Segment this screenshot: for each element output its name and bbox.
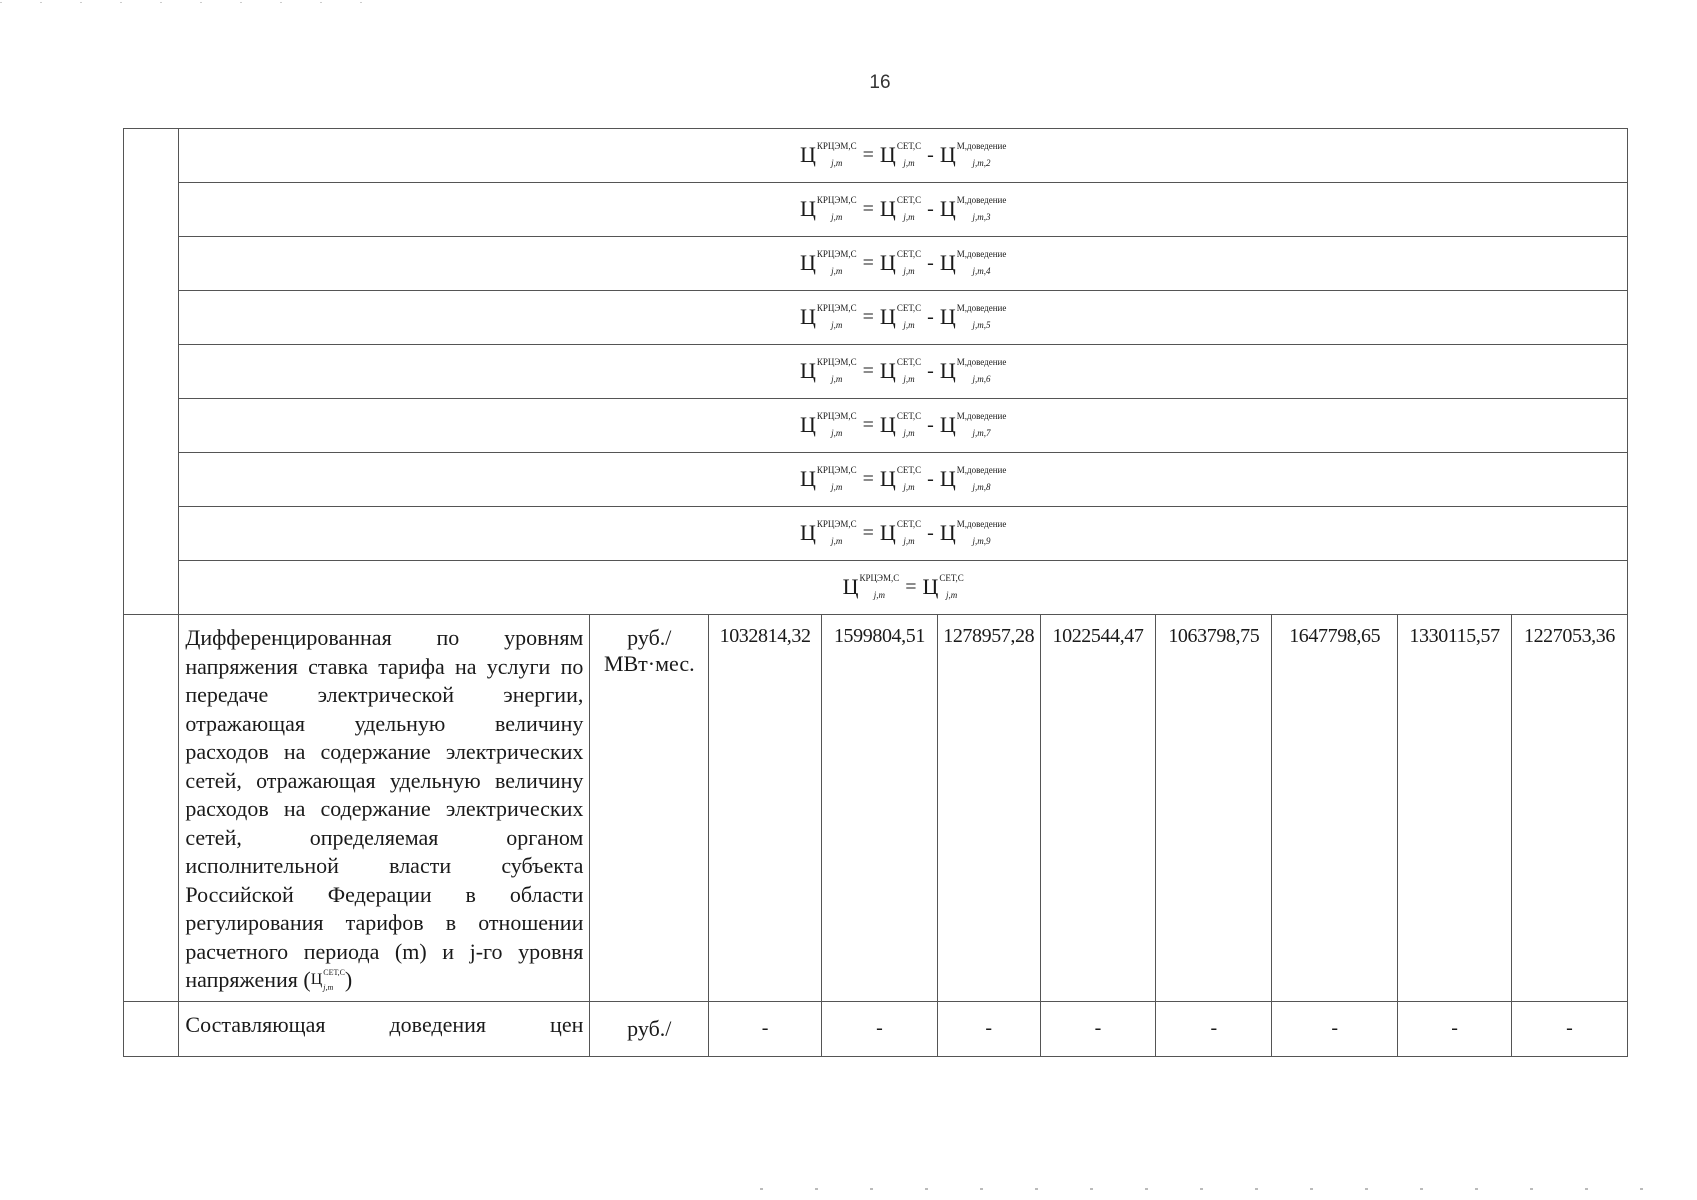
- formula-cell: [179, 453, 1628, 507]
- formula-lhs: Ц КРЦЭМ,С j,m: [800, 141, 857, 168]
- formula: Ц КРЦЭМ,С j,m = Ц СЕТ,С j,m - Ц М,доведение j,m,6: [800, 357, 1007, 384]
- scan-artifact-bottom: [760, 1188, 1680, 1190]
- tariff-table: [123, 128, 1628, 1057]
- formula-lhs: Ц КРЦЭМ,С j,m: [800, 195, 857, 222]
- formula-adjustment: Ц М,доведение j,m,2: [939, 141, 1007, 168]
- formula-rhs: Ц СЕТ,С j,m: [879, 411, 922, 438]
- value-cell: -: [1511, 1001, 1627, 1056]
- index-cell: [124, 345, 179, 399]
- unit-cell: руб./ МВт·мес.: [590, 615, 709, 1002]
- formula-row: [124, 507, 1628, 561]
- index-cell: [124, 129, 179, 183]
- value-cell: 1330115,57: [1398, 615, 1512, 1002]
- description-cell: [179, 615, 590, 1002]
- formula: Ц КРЦЭМ,С j,m = Ц СЕТ,С j,m - Ц М,доведение j,m,5: [800, 303, 1007, 330]
- formula-adjustment: Ц М,доведение j,m,5: [939, 303, 1007, 330]
- formula-adjustment: Ц М,доведение j,m,6: [939, 357, 1007, 384]
- formula-cell: [179, 561, 1628, 615]
- formula-cell: [179, 291, 1628, 345]
- formula: Ц КРЦЭМ,С j,m = Ц СЕТ,С j,m - Ц М,доведение j,m,3: [800, 195, 1007, 222]
- formula-rhs: Ц СЕТ,С j,m: [879, 195, 922, 222]
- formula-lhs: Ц КРЦЭМ,С j,m: [800, 411, 857, 438]
- value-cell: 1278957,28: [937, 615, 1040, 1002]
- formula-base: Ц КРЦЭМ,С j,m = Ц СЕТ,С j,m: [842, 573, 964, 600]
- formula: Ц КРЦЭМ,С j,m = Ц СЕТ,С j,m - Ц М,доведение j,m,4: [800, 249, 1007, 276]
- formula-rhs: Ц СЕТ,С j,m: [879, 357, 922, 384]
- value-cell: 1599804,51: [822, 615, 938, 1002]
- formula-cell: [179, 183, 1628, 237]
- value-cell: -: [1272, 1001, 1398, 1056]
- formula-adjustment: Ц М,доведение j,m,4: [939, 249, 1007, 276]
- formula-row: [124, 237, 1628, 291]
- formula-rhs: Ц СЕТ,С j,m: [879, 303, 922, 330]
- formula-cell: [179, 399, 1628, 453]
- formula-adjustment: Ц М,доведение j,m,8: [939, 465, 1007, 492]
- formula-rhs: Ц СЕТ,С j,m: [879, 141, 922, 168]
- formula-lhs: Ц КРЦЭМ,С j,m: [800, 249, 857, 276]
- index-cell: [124, 453, 179, 507]
- page-number: 16: [869, 72, 891, 93]
- value-cell: -: [1156, 1001, 1272, 1056]
- formula: Ц КРЦЭМ,С j,m = Ц СЕТ,С j,m - Ц М,доведение j,m,8: [800, 465, 1007, 492]
- value-cell: 1647798,65: [1272, 615, 1398, 1002]
- index-cell: [124, 291, 179, 345]
- formula-row: [124, 453, 1628, 507]
- formula-adjustment: Ц М,доведение j,m,9: [939, 519, 1007, 546]
- formula-row: [124, 399, 1628, 453]
- table-row-price-component: [124, 1001, 1628, 1056]
- formula-adjustment: Ц М,доведение j,m,3: [939, 195, 1007, 222]
- index-cell: [124, 237, 179, 291]
- index-cell: [124, 399, 179, 453]
- formula-rows: [124, 129, 1628, 561]
- formula-cell: [179, 507, 1628, 561]
- formula-lhs: Ц КРЦЭМ,С j,m: [800, 303, 857, 330]
- formula-rhs: Ц СЕТ,С j,m: [879, 249, 922, 276]
- formula-cell: [179, 237, 1628, 291]
- formula-cell: [179, 129, 1628, 183]
- formula-row: [124, 129, 1628, 183]
- formula-rhs: Ц СЕТ,С j,m: [922, 573, 964, 600]
- description-cell: Составляющая доведения цен: [179, 1001, 590, 1056]
- formula-row-base: [124, 561, 1628, 615]
- formula: Ц КРЦЭМ,С j,m = Ц СЕТ,С j,m - Ц М,доведение j,m,9: [800, 519, 1007, 546]
- unit-cell: руб./: [590, 1001, 709, 1056]
- index-cell: [124, 561, 179, 615]
- index-cell: [124, 507, 179, 561]
- value-cell: -: [937, 1001, 1040, 1056]
- description-text: Дифференцированная по уровням напряжения ставка тарифа на услуги по передаче электрической энергии, отражающая удельную величину расходов на содержание электрических сетей, отражающая удельную величину расходов на содержание электрических сетей, определяемая органом исполнительной власти субъекта Российской Федерации в области регулирования тарифов в отношении расчетного периода (m) и j-го уровня напряжения: [185, 625, 584, 992]
- formula-rhs: Ц СЕТ,С j,m: [879, 465, 922, 492]
- formula-lhs: Ц КРЦЭМ,С j,m: [800, 357, 857, 384]
- description-symbol: ( Ц СЕТ,С j,m ): [303, 967, 353, 993]
- value-cell: 1227053,36: [1511, 615, 1627, 1002]
- formula-lhs: Ц КРЦЭМ,С j,m: [800, 465, 857, 492]
- formula-row: [124, 183, 1628, 237]
- formula-cell: [179, 345, 1628, 399]
- index-cell: [124, 1001, 179, 1056]
- value-cell: -: [1398, 1001, 1512, 1056]
- value-cell: -: [709, 1001, 822, 1056]
- formula-adjustment: Ц М,доведение j,m,7: [939, 411, 1007, 438]
- value-cell: 1022544,47: [1040, 615, 1156, 1002]
- value-cell: 1032814,32: [709, 615, 822, 1002]
- value-cell: 1063798,75: [1156, 615, 1272, 1002]
- value-cell: -: [822, 1001, 938, 1056]
- table-row-tariff-rate: [124, 615, 1628, 1002]
- formula-row: [124, 291, 1628, 345]
- formula: Ц КРЦЭМ,С j,m = Ц СЕТ,С j,m - Ц М,доведение j,m,7: [800, 411, 1007, 438]
- formula-lhs: Ц КРЦЭМ,С j,m: [800, 519, 857, 546]
- formula-row: [124, 345, 1628, 399]
- value-cell: -: [1040, 1001, 1156, 1056]
- index-cell: [124, 615, 179, 1002]
- formula-rhs: Ц СЕТ,С j,m: [879, 519, 922, 546]
- tariff-table-fragment: [123, 128, 1628, 1057]
- formula: Ц КРЦЭМ,С j,m = Ц СЕТ,С j,m - Ц М,доведение j,m,2: [800, 141, 1007, 168]
- index-cell: [124, 183, 179, 237]
- formula-lhs: Ц КРЦЭМ,С j,m: [842, 573, 900, 600]
- scan-artifact-top: [0, 2, 400, 3]
